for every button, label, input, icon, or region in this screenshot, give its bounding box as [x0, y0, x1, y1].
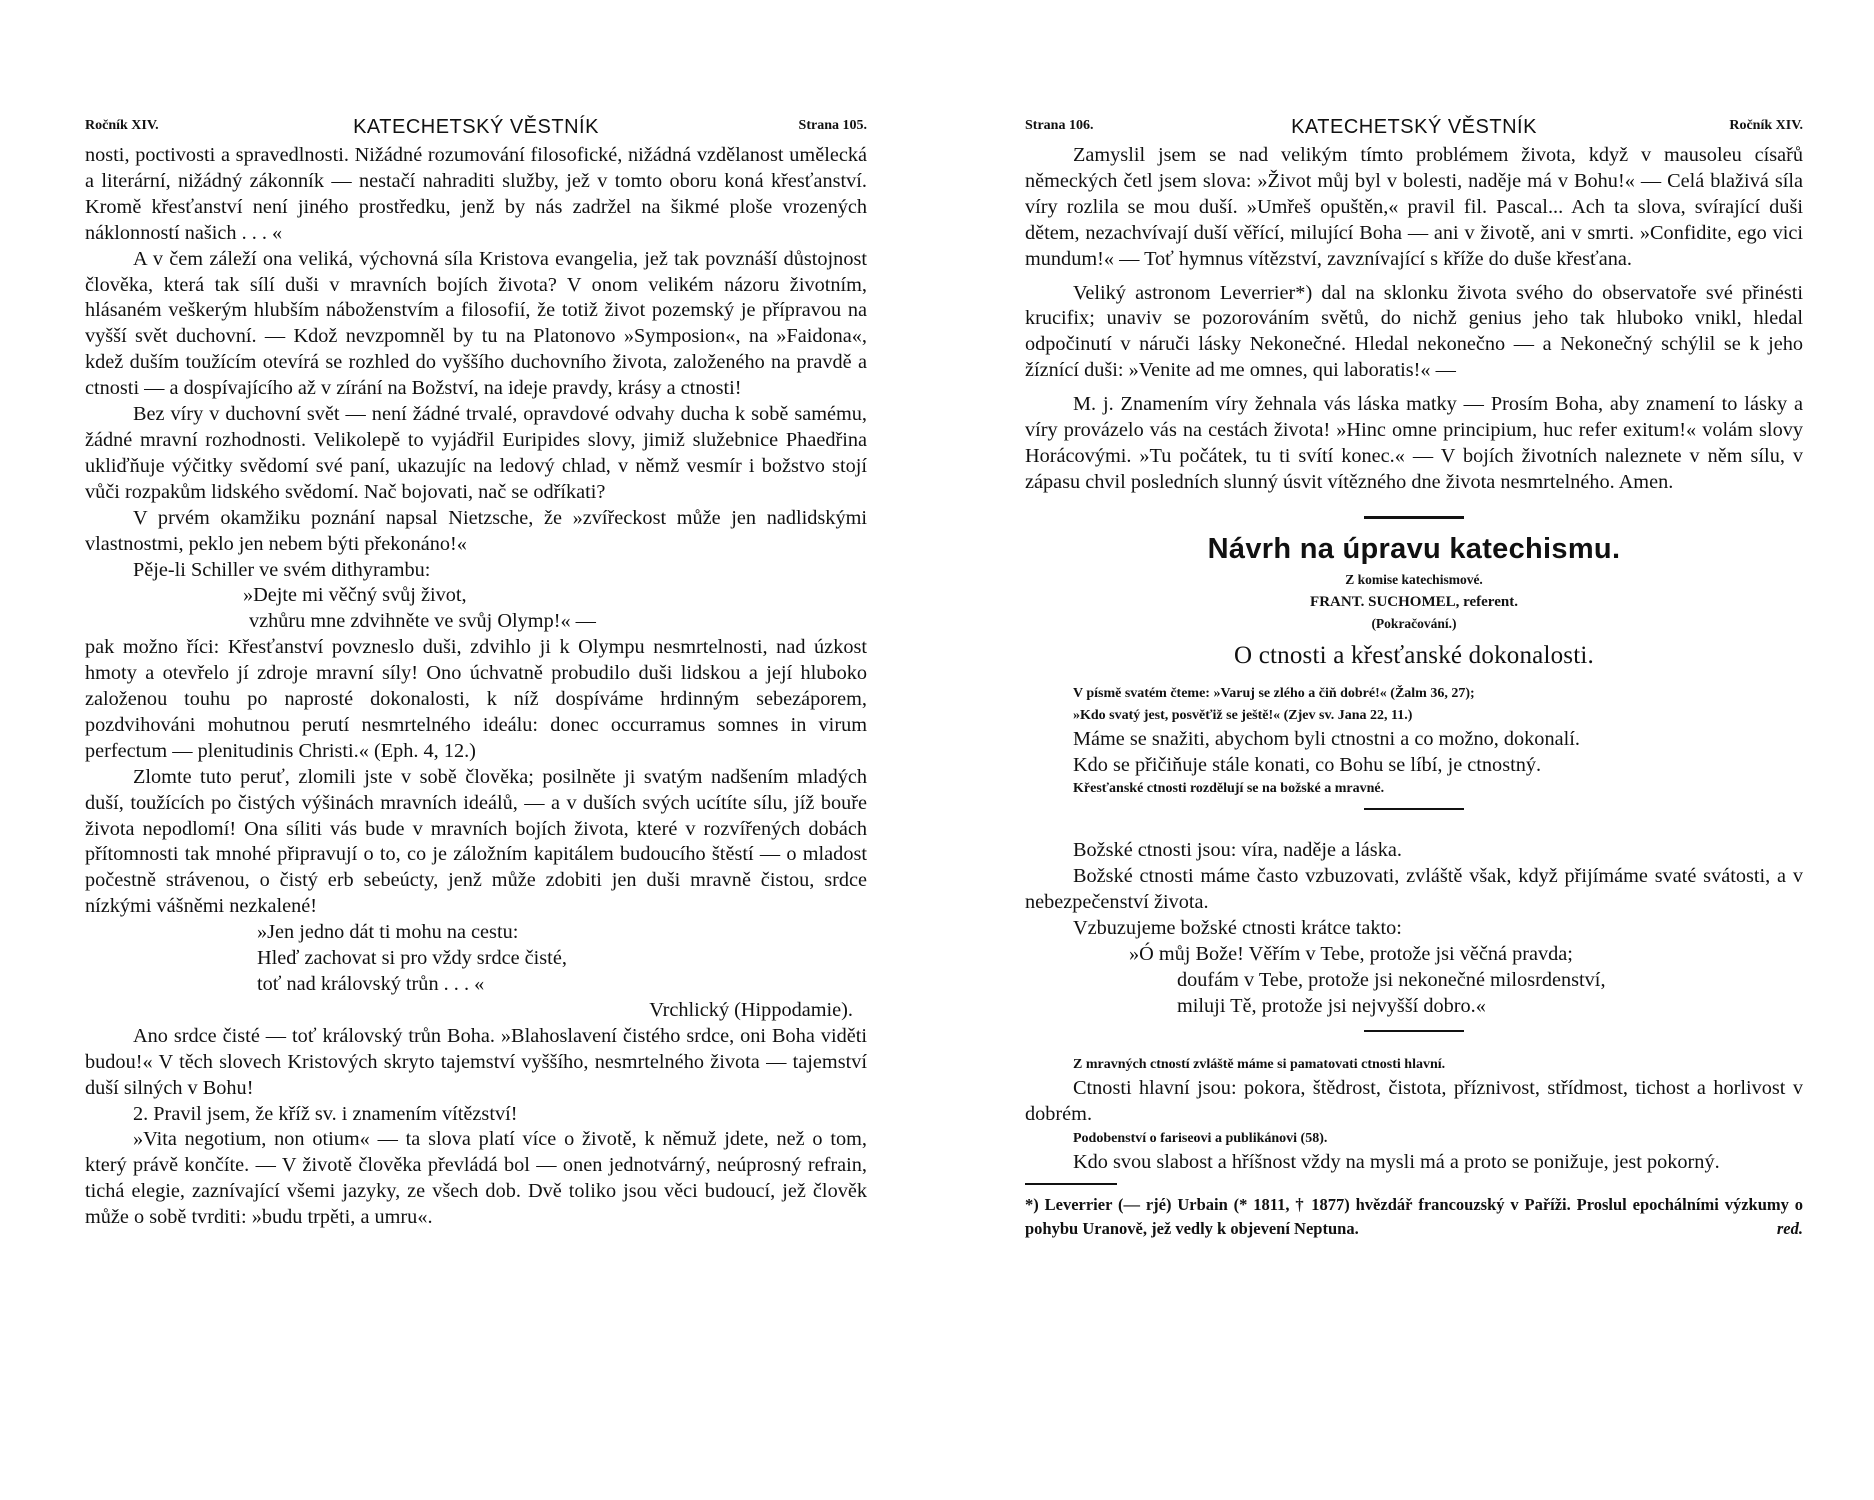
small-note: Z mravných ctností zvláště máme si pamatovati ctnosti hlavní. — [1073, 1056, 1446, 1072]
paragraph: M. j. Znamením víry žehnala vás láska matky — Prosím Boha, aby znamení to lásky a víry provázelo vás na cestách života! »Hinc omne principium, huc refer exitum!« volám slovy Horácovými. »Tu počátek, tu ti svítí konec.« — V bojích životních naleznete v něm sílu, v zápasu chvil posledních slunný úsvit vítězného dne života nesmrtelného. Amen. — [1025, 393, 1803, 493]
left-page — [85, 110, 867, 1430]
paragraph: V prvém okamžiku poznání napsal Nietzsche, že »zvířeckost může jen nadlidskými vlastnostmi, peklo jen nebem býti překonáno!« — [85, 506, 867, 555]
running-head — [85, 110, 867, 140]
author-line: FRANT. SUCHOMEL, referent. — [1310, 593, 1518, 610]
paragraph: Zamyslil jsem se nad velikým tímto problémem života, když v mausoleu císařů německých četl jsem slova: »Život můj byl v bolesti, naděje má v Bohu!« — Celá blaživá síla víry rozlila se mou duší. »Umřeš opuštěn,« pravil fil. Pascal... Ach ta slova, svírající duši dětem, nezachvívají duší věřící, milující Boha — ani v životě, ani v smrti. »Confidite, ego vici mundum!« — Toť hymnus vítězství, zavznívající s kříže do duše křesťana. — [1025, 144, 1803, 270]
paragraph: Zlomte tuto peruť, zlomili jste v sobě člověka; posilněte ji svatým nadšením mladých duší, toužících po čistých výšinách mravních ideálů, — a v duších svých ucítíte sílu, jíž bouře života nepodlomí! Ona síliti vás bude v mravních bojích života, které v rozvířených dobách přítomnosti tak mnohé připravují o to, co je záložním kapitálem budoucího štěstí — o mladost počestně strávenou, o čistý erb sebeúcty, jenž může zdobiti jen duši mravně čistou, srdce nízkými vášněmi nezkalené! — [85, 765, 867, 918]
right-page — [1025, 110, 1803, 1430]
commission-label: Z komise katechismové. — [1345, 571, 1483, 587]
catechism-sentence: Božské ctnosti máme často vzbuzovati, zvláště však, když přijímáme svaté svátosti, a v nebezpečenství života. — [1025, 865, 1803, 914]
paragraph: Pěje-li Schiller ve svém dithyrambu: — [133, 558, 431, 581]
catechism-sentence: Božské ctnosti jsou: víra, naděje a láska. — [1073, 839, 1402, 862]
paragraph: A v čem záleží ona veliká, výchovná síla Kristova evangelia, jež tak povznáší důstojnost člověka, která tak sílí duši v mravních bojích života? V onom velikém názoru životním, hlásaném veškerým hlubším náboženstvím a filosofií, že totiž život pozemský je přípravou na vyšší svět duchovní. — Kdož nevzpomněl by tu na Platonovo »Symposion«, na »Faidona«, kdež duším toužícím otevírá se rozhled do vyššího duchovního života, založeného na pravdě a ctnosti — a dospívajícího až v zírání na Božství, na ideje pravdy, krásy a ctnosti! — [85, 247, 867, 400]
scripture-note: V písmě svatém čteme: »Varuj se zlého a čiň dobré!« (Žalm 36, 27); — [1073, 685, 1475, 701]
volume-label: Ročník XIV. — [85, 118, 159, 133]
prayer-line: miluji Tě, protože jsi nejvyšší dobro.« — [1177, 994, 1486, 1017]
paragraph: 2. Pravil jsem, že kříž sv. i znamením vítězství! — [133, 1102, 518, 1125]
catechism-sentence: Vzbuzujeme božské ctnosti krátce takto: — [1073, 917, 1402, 940]
footnote-signature: red. — [1776, 1219, 1803, 1239]
footnote — [1025, 1193, 1803, 1241]
paragraph: »Vita negotium, non otium« — ta slova platí více o životě, k němuž jdete, než o tom, který právě končíte. — V životě člověka převládá bol — onen jednotvárný, neúprosný refrain, tichá elegie, zaznívající všemi jazyky, ze všech dob. Dvě toliko jsou věci budoucí, jež člověk může o sobě tvrditi: »budu trpěti, a umru«. — [85, 1128, 867, 1229]
continued-label: (Pokračování.) — [1371, 615, 1457, 631]
paragraph: Bez víry v duchovní svět — není žádné trvalé, opravdové odvahy ducha k sobě samému, žádné mravní rozhodnosti. Velikolepě to vyjádřil Euripides slovy, jimiž služebnice Phaedřina ukliďňuje výčitky svědomí své paní, ukazujíc na ledový chlad, v němž vesmír i božstvo stojí vůči rozpakům lidského svědomí. Nač bojovati, nač se odříkati? — [85, 403, 867, 503]
footnote-rule — [1025, 1183, 1117, 1185]
catechism-sentence: Kdo se přičiňuje stále konati, co Bohu se líbí, je ctnostný. — [1073, 753, 1542, 776]
verse-line: Hleď zachovat si pro vždy srdce čisté, — [257, 947, 567, 970]
journal-title: KATECHETSKÝ VĚSTNÍK — [353, 116, 599, 138]
footnote-text: *) Leverrier (— rjé) Urbain (* 1811, † 1877) hvězdář francouzský v Paříži. Proslul epochálními výzkumy o pohybu Uranově, jež vedly k objevení Neptuna. — [1025, 1195, 1803, 1239]
paragraph: Ano srdce čisté — toť královský trůn Boha. »Blahoslavení čistého srdce, oni Boha viděti budou!« V těch slovech Kristových skryto tajemství vyššího, nesmrtelného života — tajemství duší silných v Bohu! — [85, 1024, 867, 1099]
section-title: O ctnosti a křesťanské dokonalosti. — [1234, 641, 1594, 669]
verse-line: toť nad královský trůn . . . « — [257, 973, 485, 995]
running-head — [1025, 110, 1803, 140]
section-divider — [1364, 516, 1464, 519]
verse-line: vzhůru mne zdvihněte ve svůj Olymp!« — — [249, 610, 596, 633]
page-number: Strana 105. — [798, 118, 867, 133]
journal-title: KATECHETSKÝ VĚSTNÍK — [1291, 116, 1537, 138]
paragraph: nosti, poctivosti a spravedlnosti. Nižádné rozumování filosofické, nižádná vzdělanost umělecká a literární, nižádný zákonník — nestačí nahraditi služby, jež v tomto oboru koná křesťanství. Kromě křesťanství není jiného prostředku, jenž by nás zadržel na šikmé ploše vrozených náklonností našich . . . « — [85, 144, 867, 244]
verse-line: »Jen jedno dát ti mohu na cestu: — [257, 921, 519, 944]
paragraph: Veliký astronom Leverrier*) dal na sklonku života svého do observatoře své přinésti krucifix; unaviv se pozorováním světů, do nichž genius jeho tak hluboko vnikl, hledal odpočinutí v náruči lásky Nekonečné. Hledal nekonečno — a Nekonečný schýlil se k jeho žíznící duši: »Venite ad me omnes, qui laboratis!« — — [1025, 281, 1803, 382]
volume-label: Ročník XIV. — [1729, 118, 1803, 133]
article-title: Návrh na úpravu katechismu. — [1207, 532, 1621, 565]
verse-line: »Dejte mi věčný svůj život, — [243, 584, 467, 607]
catechism-sentence: Ctnosti hlavní jsou: pokora, štědrost, čistota, příznivost, střídmost, tichost a horlivost v dobrém. — [1025, 1076, 1803, 1125]
catechism-sentence: Máme se snažiti, abychom byli ctnostni a co možno, dokonalí. — [1073, 727, 1580, 750]
verse-attribution: Vrchlický (Hippodamie). — [649, 998, 853, 1021]
page-number: Strana 106. — [1025, 118, 1094, 133]
prayer-line: »Ó můj Bože! Věřím v Tebe, protože jsi věčná pravda; — [1129, 943, 1573, 966]
right-body — [1025, 143, 1803, 1241]
divider — [1364, 1030, 1464, 1032]
prayer-line: doufám v Tebe, protože jsi nekonečné milosrdenství, — [1177, 968, 1606, 991]
scripture-note: »Kdo svatý jest, posvěťiž se ještě!« (Zjev sv. Jana 22, 11.) — [1073, 707, 1413, 723]
left-body — [85, 143, 867, 1231]
small-note: Podobenství o fariseovi a publikánovi (58). — [1073, 1130, 1328, 1146]
divider — [1364, 808, 1464, 810]
catechism-sentence: Kdo svou slabost a hříšnost vždy na mysli má a proto se ponižuje, jest pokorný. — [1073, 1150, 1720, 1173]
small-note: Křesťanské ctnosti rozdělují se na božské a mravné. — [1073, 781, 1385, 797]
paragraph: pak možno říci: Křesťanství povzneslo duši, zdvihlo ji k Olympu nesmrtelnosti, nad úzkost hmoty a otevřelo jí zdroje mravní síly! Ono úchvatně probudilo duši lidskou a její hluboko založenou touhu po naprosté dokonalosti, k níž dospíváme hrdinným sebezáporem, pozdvihováni mohutnou perutí nesmrtelného ideálu: donec occurramus somnes in virum perfectum — plenitudinis Christi.« (Eph. 4, 12.) — [85, 636, 867, 762]
